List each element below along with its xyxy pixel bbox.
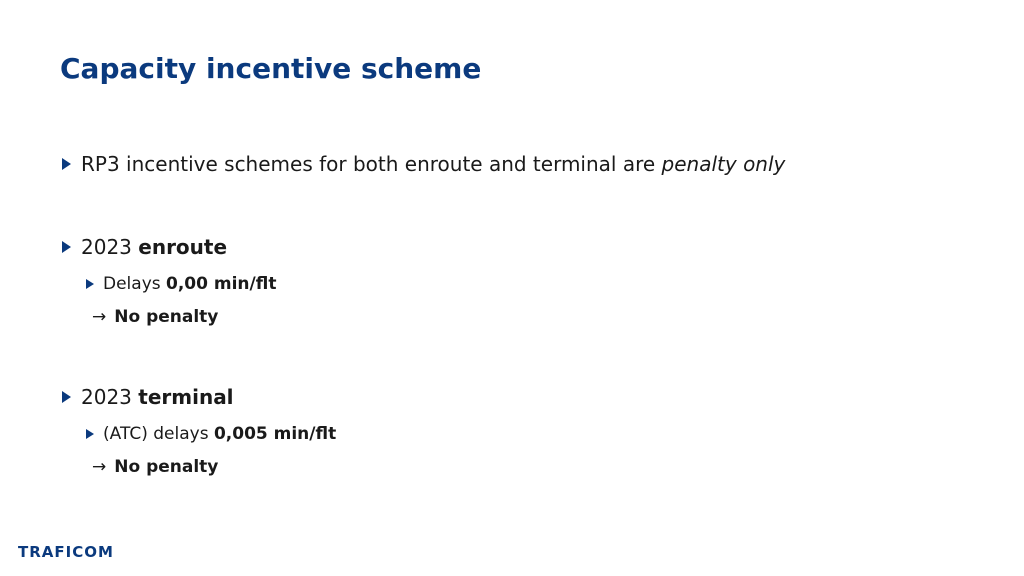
traficom-logo: TRAFICOM bbox=[18, 543, 114, 561]
enroute-result-text: No penalty bbox=[114, 307, 219, 327]
bullet-enroute-year: 2023 bbox=[81, 235, 139, 259]
arrow-right-icon: → bbox=[92, 307, 107, 327]
bullet-terminal-label: terminal bbox=[138, 385, 234, 409]
terminal-delays-text: (ATC) delays bbox=[103, 424, 214, 444]
terminal-result bbox=[92, 457, 218, 477]
bullet-terminal bbox=[62, 385, 234, 409]
bullet-enroute bbox=[62, 235, 227, 259]
arrow-right-icon: → bbox=[92, 457, 107, 477]
sub-bullet-triangle-icon bbox=[86, 429, 94, 439]
bullet-triangle-icon bbox=[62, 241, 71, 253]
bullet-intro bbox=[62, 152, 785, 176]
bullet-triangle-icon bbox=[62, 391, 71, 403]
enroute-result bbox=[92, 307, 218, 327]
sub-bullet-enroute-delays bbox=[86, 274, 276, 294]
bullet-intro-emphasis: penalty only bbox=[661, 152, 786, 176]
terminal-result-text: No penalty bbox=[114, 457, 219, 477]
bullet-triangle-icon bbox=[62, 158, 71, 170]
enroute-delays-value: 0,00 min/flt bbox=[166, 274, 277, 294]
bullet-enroute-label: enroute bbox=[138, 235, 228, 259]
bullet-terminal-year: 2023 bbox=[81, 385, 139, 409]
sub-bullet-triangle-icon bbox=[86, 279, 94, 289]
slide-title: Capacity incentive scheme bbox=[60, 52, 482, 85]
sub-bullet-terminal-delays bbox=[86, 424, 336, 444]
terminal-delays-value: 0,005 min/flt bbox=[213, 424, 337, 444]
enroute-delays-text: Delays bbox=[103, 274, 167, 294]
bullet-intro-text: RP3 incentive schemes for both enroute and terminal are bbox=[81, 152, 662, 176]
